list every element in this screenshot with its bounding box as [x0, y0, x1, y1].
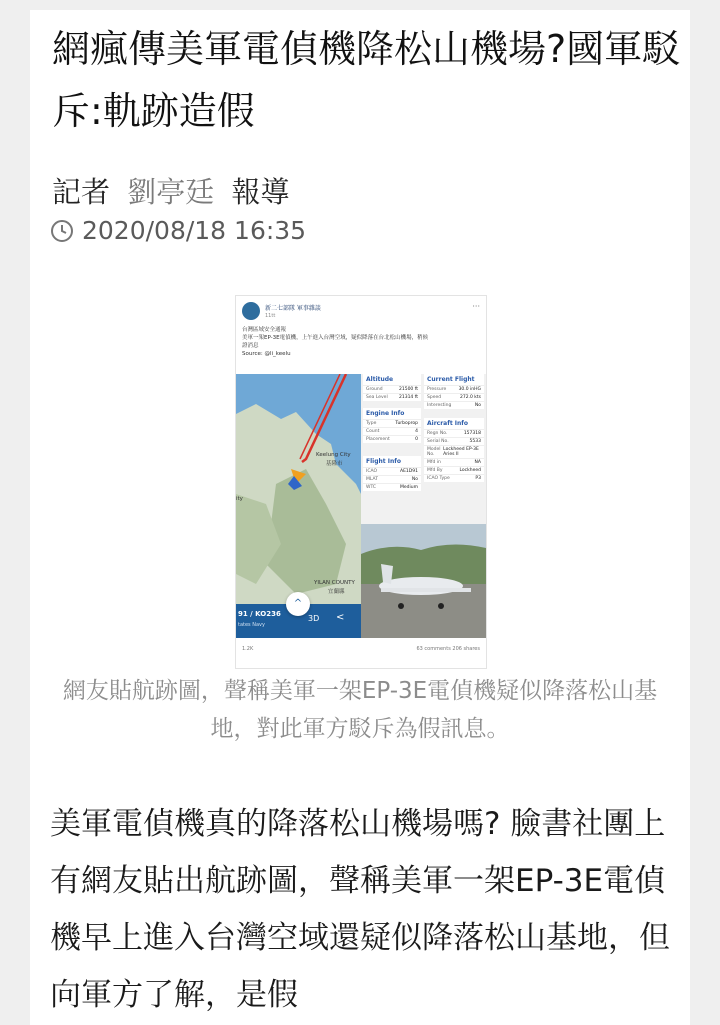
info-row: Serial No. 5533 — [424, 437, 484, 445]
reaction-count[interactable]: 1.2K — [242, 646, 254, 652]
group-name: 新二七部隊 軍事雜談 — [265, 305, 321, 312]
image-caption: 網友貼航跡圖，聲稱美軍一架EP-3E電偵機疑似降落松山基地，對此軍方駁斥為假訊息。 — [62, 678, 658, 742]
publish-date — [50, 216, 306, 245]
engine-title: Engine Info — [366, 410, 405, 417]
flight-operator: tates Navy — [238, 622, 265, 628]
post-line: 證消息 — [242, 343, 259, 349]
author-link[interactable]: 劉亭廷 — [127, 175, 215, 209]
3d-button[interactable]: 3D — [308, 614, 320, 623]
map-label-city-zh: 基隆市 — [326, 461, 343, 467]
altitude-box — [363, 374, 421, 401]
post-text — [242, 326, 480, 358]
info-row: Ground 21500 ft — [363, 385, 421, 393]
embedded-post-image[interactable] — [235, 295, 487, 669]
clock-icon — [50, 219, 74, 243]
post-time: 11tt — [265, 313, 276, 319]
info-row: Sea Level 21314 ft — [363, 393, 421, 401]
flight-title: Flight Info — [366, 458, 401, 465]
byline — [52, 170, 289, 211]
info-row: MLAT No — [363, 475, 421, 483]
post-line: Source: @li_keelu — [242, 351, 291, 357]
chevron-up-icon[interactable]: ^ — [286, 592, 310, 616]
article-page — [30, 10, 690, 1025]
map-label-city: Keelung City — [316, 452, 351, 458]
flight-bar — [236, 598, 361, 638]
article-body: 美軍電偵機真的降落松山機場嗎? 臉書社團上有網友貼出航跡圖，聲稱美軍一架EP-3E電偵機早上進入台灣空域還疑似降落松山基地，但向軍方了解，是假 — [50, 806, 670, 1013]
aircraft-box — [424, 418, 484, 482]
info-row: Pressure 30.0 inHG — [424, 385, 484, 393]
share-count[interactable]: 206 shares — [452, 646, 480, 652]
post-line: 美軍一架EP-3E電偵機，上午進入台灣空域，疑似降落在台北松山機場，稍候 — [242, 335, 429, 341]
article-title: 網瘋傳美軍電偵機降松山機場?國軍駁斥:軌跡造假 — [52, 27, 681, 133]
flight-id: 91 / KO236 — [238, 610, 281, 618]
info-row: Type Turboprop — [363, 419, 421, 427]
post-footer — [242, 646, 480, 652]
map-label-left: ity — [236, 496, 243, 502]
date-text: 2020/08/18 16:35 — [82, 216, 307, 245]
info-row: Interesting No — [424, 401, 484, 409]
map-label-county-zh: 宜蘭縣 — [328, 589, 345, 595]
byline-suffix: 報導 — [231, 175, 290, 209]
flight-info-panel — [361, 374, 486, 524]
share-icon[interactable]: < — [336, 612, 345, 623]
group-avatar — [242, 302, 260, 320]
altitude-title: Altitude — [366, 376, 394, 383]
flight-map — [236, 374, 361, 638]
info-row: Placement 0 — [363, 435, 421, 443]
more-icon: ··· — [472, 302, 480, 311]
info-row: WTC Medium — [363, 483, 421, 491]
info-row: Mfd By Lockheed — [424, 466, 484, 474]
info-row: Regn No. 157318 — [424, 429, 484, 437]
info-row: Speed 272.0 kts — [424, 393, 484, 401]
post-header — [242, 302, 480, 322]
info-row: ICAO AE1D91 — [363, 467, 421, 475]
map-label-county: YILAN COUNTY — [314, 580, 355, 586]
aircraft-photo — [361, 524, 486, 638]
info-row: Model No. Lockheed EP-3E Aries II — [424, 445, 484, 458]
flight-box — [363, 456, 421, 491]
current-flight-title: Current Flight — [427, 376, 475, 383]
current-flight-box — [424, 374, 484, 409]
engine-box — [363, 408, 421, 443]
info-row: Mfd in NA — [424, 458, 484, 466]
byline-prefix: 記者 — [52, 175, 111, 209]
info-row: Count 4 — [363, 427, 421, 435]
aircraft-title: Aircraft Info — [427, 420, 469, 427]
post-line: 台灣區域安全通報 — [242, 327, 287, 333]
aircraft-image — [361, 524, 486, 638]
comment-count[interactable]: 63 comments — [416, 646, 451, 652]
info-row: ICAO Type P3 — [424, 474, 484, 482]
